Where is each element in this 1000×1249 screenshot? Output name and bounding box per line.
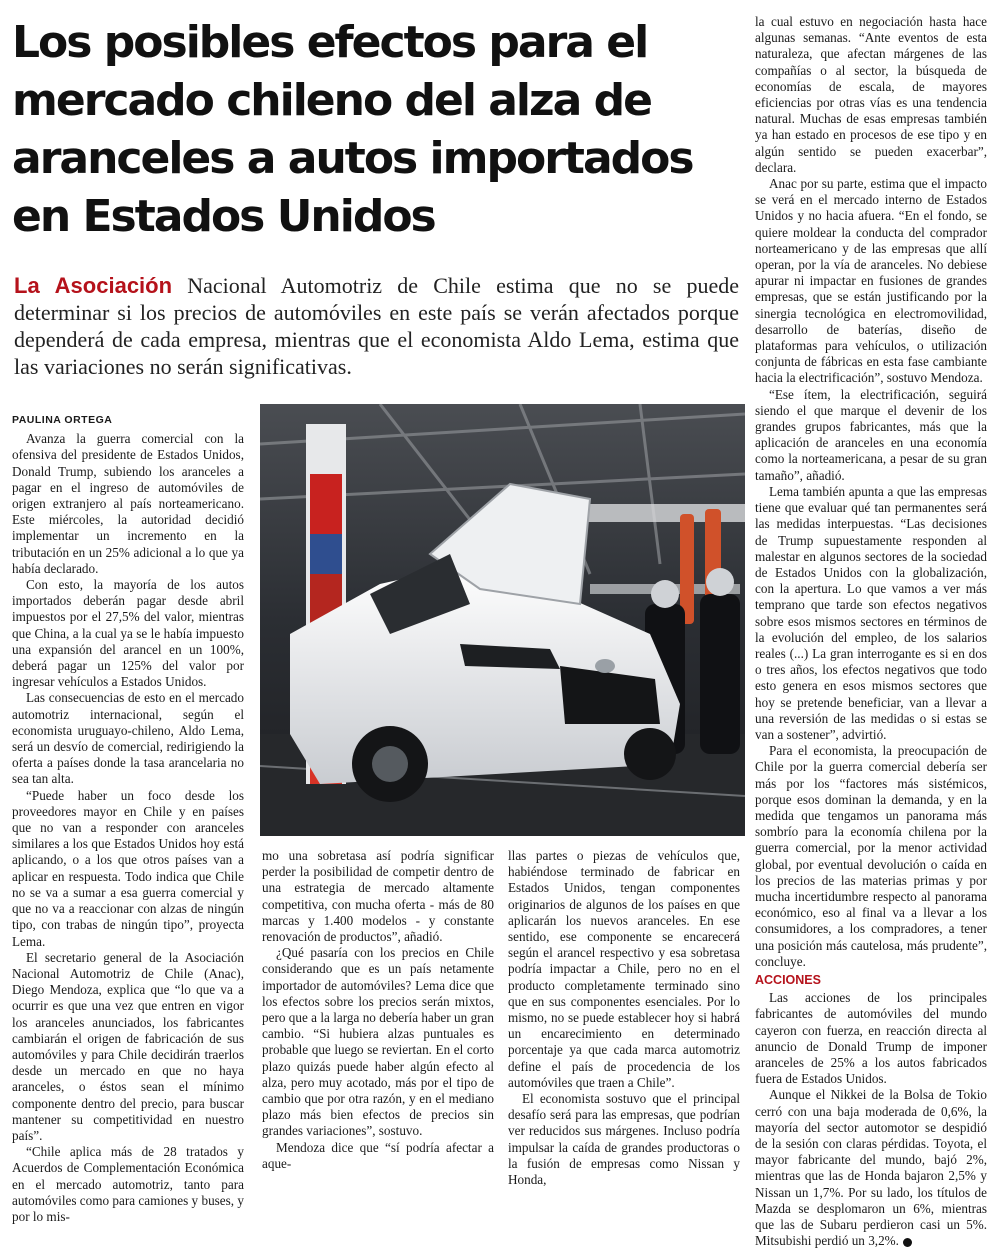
paragraph <box>755 1087 987 1249</box>
column-3 <box>508 848 740 1188</box>
paragraph: Con esto, la mayoría de los autos importados deberán pagar desde abril impuestos por el 27,5% del valor, mientras que China, a la cual ya se le había impuesto una expansión del arancel en un 100%, deberá pagar un 125% del valor por ingresar vehículos a Estados Unidos. <box>12 577 244 690</box>
paragraph: El economista sostuvo que el principal desafío será para las empresas, que podrían ver reducidos sus márgenes. Incluso podría impulsar la caída de grandes productoras o la fusión de empresas como Nissan y Honda, <box>508 1091 740 1188</box>
paragraph: la cual estuvo en negociación hasta hace algunas semanas. “Ante eventos de esta naturaleza, que afectan márgenes de las compañías o al sector, la búsqueda de economías de escala, de mayores eficiencias por otras vías es una tendencia natural. Muchas de esas empresas también ya han estado en procesos de ese tipo y en algún sentido se pueden exacerbar”, declara. <box>755 14 987 175</box>
paragraph-text: Aunque el Nikkei de la Bolsa de Tokio cerró con una baja moderada de 0,6%, la mayoría del sector automotor se despidió de la sesión con claras pérdidas. Toyota, el mayor fabricante del mundo, bajó 2%, mientras que las de Honda bajaron 2,5% y Nissan un 1,7%. Por su lado, los títulos de Mazda se desplomaron un 6%, mientras que las de Subaru perdieron casi un 5%. Mitsubishi perdió un 3,2%. <box>755 1087 987 1249</box>
paragraph: Lema también apunta a que las empresas tiene que evaluar qué tan permanentes será las medidas interpuestas. “Las decisiones de Trump supuestamente responden al malestar en algunos sectores de la sociedad de Estados Unidos con la globalización, con la apertura. Lo que vamos a ver más temprano que tarde son efectos negativos sobre esos mismos sectores en términos de la evolución del empleo, de los salarios reales (...) La gran interrogante es si en dos o tres años, los efectos negativos que todo esto genera en esos mismos sectores que hoy se pretende beneficiar, van a llevar a una reversión de las medidas o si estas se van a sostener”, advirtió. <box>755 483 987 742</box>
subheading: ACCIONES <box>755 972 821 987</box>
paragraph: Las consecuencias de esto en el mercado automotriz internacional, según el economista uruguayo-chileno, Aldo Lema, será un desvío de comercial, redirigiendo la oferta a países donde la tasa arancelaria no sea tan alta. <box>12 690 244 787</box>
paragraph: El secretario general de la Asociación Nacional Automotriz de Chile (Anac), Diego Mendoza, explica que “lo que va a ocurrir es que una vez que entren en vigor los aranceles anunciados, los fabricantes cambiarán el origen de fabricación de sus automóviles y para Chile decidirán traerlos desde un mercado en que no haya aranceles, o éstos sean el mínimo componente dentro del precio, para buscar mantener su competitividad en nuestro país”. <box>12 949 244 1143</box>
paragraph: “Ese ítem, la electrificación, seguirá siendo el que marque el devenir de los grandes grupos fabricantes, más que la aplicación de aranceles en una economía como la norteamericana, a pesar de su gran tamaño”, añadió. <box>755 386 987 483</box>
column-1 <box>12 412 244 1225</box>
paragraph: mo una sobretasa así podría significar perder la posibilidad de competir dentro de una estrategia de mercado altamente competitiva, con mucha oferta - más de 80 marcas y 1.400 modelos - y constante renovación de productos”, añadió. <box>262 848 494 945</box>
paragraph: llas partes o piezas de vehículos que, habiéndose terminado de fabricar en Estados Unidos, tengan componentes originarios de algunos de los países en que aplicarán los nuevos aranceles. En ese sentido, ese componente se encarecerá según el arancel respectivo y esa sobretasa podría impactar a Chile, pero no en el producto completamente terminado sino que en sus componentes esenciales. Por lo mismo, no se puede establecer hoy si habrá un encarecimiento en determinado porcentaje ya que cada marca automotriz define el país de procedencia de los automóviles que traen a Chile”. <box>508 848 740 1090</box>
car-factory-photo <box>260 404 745 836</box>
paragraph: “Puede haber un foco desde los proveedores mayor en Chile y en países que no van a responder con aranceles similares a los que Estados Unidos hoy está aplicando, o a los que otros países van a aplicar en respuesta. Todo indica que Chile no se va a sumar a esa guerra comercial y que no va a reaccionar con alzas de ningún tipo, con trabas de ningún tipo”, proyecta Lema. <box>12 787 244 949</box>
paragraph: Para el economista, la preocupación de Chile por la guerra comercial debería ser más por los “factores más sistémicos, porque esos dominan la demanda, y en la medida que tengamos un panorama más sombrío para la economía chilena por la guerra comercial, por la menor actividad global, por eventual devolución o caída en los precios de las materias primas y por mucha incertidumbre respecto al panorama económico, eso al final va a llevar a los consumidores, a los compradores, a tener una posición más cautelosa, más prudente”, concluye. <box>755 743 987 969</box>
paragraph: Anac por su parte, estima que el impacto se verá en el mercado interno de Estados Unidos y no hacia afuera. “En el fondo, se quiere moldear la conducta del comprador norteamericano y de las empresas que allí operan, por la vía de aranceles. No debiese apurar ni impactar en fusiones de grandes empresas, que se están justificando por la sinergia tecnológica en electromovilidad, desarrollo de baterías, diseño de plataformas para vehículos, o utilización conjunta de fábricas en esta fase cambiante hacia la electrificación”, sostuvo Mendoza. <box>755 176 987 386</box>
paragraph: Avanza la guerra comercial con la ofensiva del presidente de Estados Unidos, Donald Trump, subiendo los aranceles a pagar en el ingreso de automóviles de origen extranjero al país norteamericano. Este miércoles, la autoridad decidió implementar un incremento en la tributación en un 25% adicional a lo que ya había declarado. <box>12 431 244 576</box>
column-2 <box>262 848 494 1172</box>
byline: PAULINA ORTEGA <box>12 414 113 426</box>
column-4 <box>755 14 987 1249</box>
paragraph: Las acciones de los principales fabricantes de automóviles del mundo cayeron con fuerza, en reacción directa al anuncio de Donald Trump de imponer aranceles de 25% a los autos fabricados fuera de Estados Unidos. <box>755 990 987 1087</box>
lead-paragraph <box>14 272 739 380</box>
paragraph: ¿Qué pasaría con los precios en Chile considerando que es un país netamente importador de automóviles? Lema dice que los efectos sobre los precios serán mixtos, pero que a la larga no debería haber un gran cambio. “Si hubiera alzas puntuales es probable que luego se reviertan. En el corto plazo quizás puede haber algún efecto al alza, pero muy acotado, más por el tipo de cambio que por otra razón, y en el mediano plazo más bien efectos de precios sin grandes variaciones”, sostuvo. <box>262 945 494 1139</box>
paragraph: Mendoza dice que “sí podría afectar a aque- <box>262 1139 494 1171</box>
headline: Los posibles efectos para el mercado chileno del alza de aranceles a autos importados en Estados Unidos <box>12 17 693 242</box>
end-mark-icon <box>903 1238 912 1247</box>
lead-text: Nacional Automotriz de Chile estima que no se puede determinar si los precios de automóviles en este país se verán afectados porque dependerá de cada empresa, mientras que el economista Aldo Lema, estima que las variaciones no serán significativas. <box>14 273 739 379</box>
lead-kicker: La Asociación <box>14 273 173 298</box>
paragraph: “Chile aplica más de 28 tratados y Acuerdos de Complementación Económica en el mercado automotriz, tanto para automóviles como para camiones y buses, y por lo mis- <box>12 1144 244 1224</box>
car-assembly-illustration <box>260 404 745 836</box>
